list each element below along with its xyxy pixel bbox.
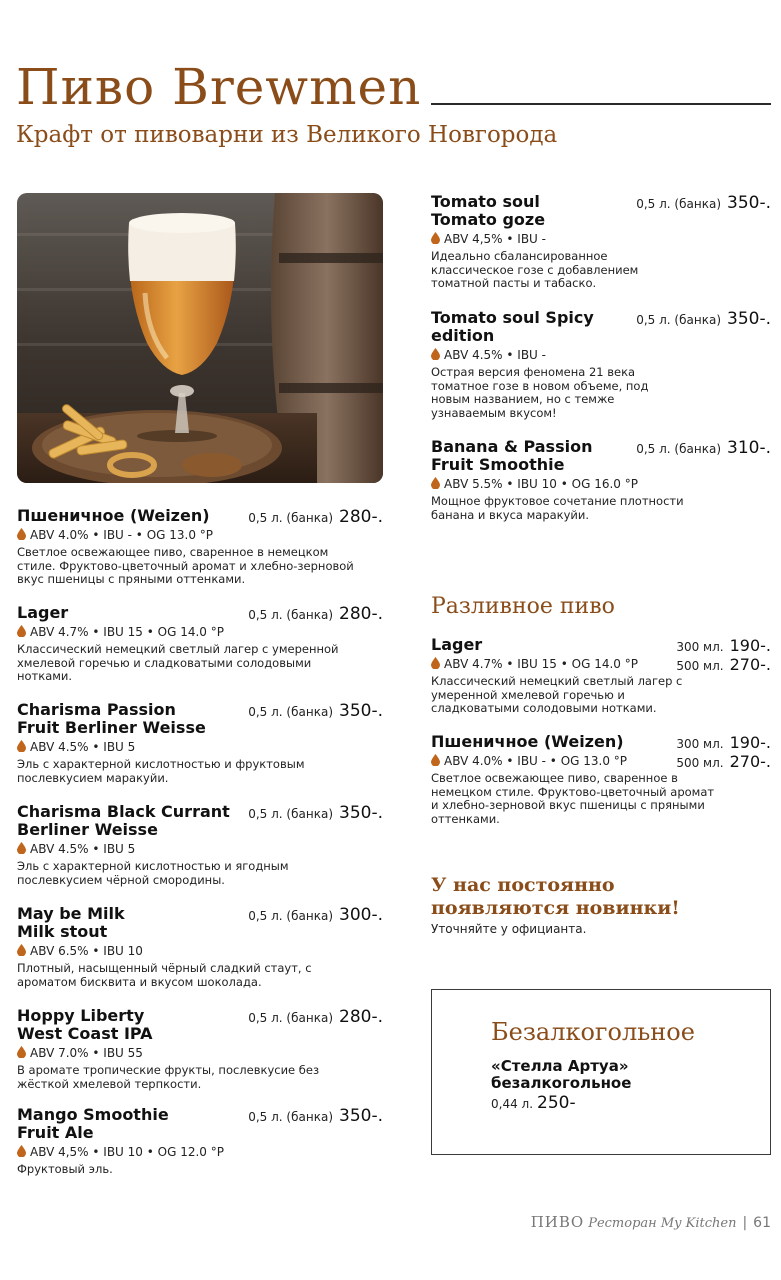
menu-item bbox=[17, 803, 383, 887]
item-description: Идеально сбалансированное классическое гозе с добавлением томатной пасты и табаско. bbox=[431, 249, 639, 290]
item-meta-text: ABV 4.0% • IBU - • OG 13.0 °P bbox=[444, 754, 628, 768]
item-meta-text: ABV 4.7% • IBU 15 • OG 14.0 °P bbox=[30, 625, 224, 639]
menu-item bbox=[431, 193, 771, 291]
item-price-line bbox=[248, 604, 383, 624]
item-meta-text: ABV 4.5% • IBU 5 bbox=[30, 842, 136, 856]
item-volume: 0,5 л. (банка) bbox=[248, 807, 333, 821]
beer-photo-illustration bbox=[17, 193, 383, 483]
item-meta bbox=[17, 527, 383, 543]
item-price: 280-. bbox=[339, 604, 383, 624]
item-price: 300-. bbox=[339, 905, 383, 925]
draft-section-title: Разливное пиво bbox=[431, 594, 615, 619]
item-description: Мощное фруктовое сочетание плотности банана и вкуса маракуйи. bbox=[431, 494, 684, 522]
item-price-line bbox=[636, 193, 771, 213]
footer-restaurant: Ресторан My Kitchen bbox=[588, 1216, 737, 1231]
item-price: 190-. bbox=[729, 636, 771, 655]
drop-icon bbox=[17, 528, 26, 540]
item-name: Banana & Passion Fruit Smoothie bbox=[431, 437, 593, 474]
item-price-line bbox=[248, 803, 383, 823]
menu-item bbox=[17, 1106, 383, 1177]
item-name: Hoppy Liberty West Coast IPA bbox=[17, 1006, 153, 1043]
drop-icon bbox=[17, 1145, 26, 1157]
menu-item bbox=[17, 507, 383, 587]
draft-item bbox=[431, 733, 771, 826]
item-description: Эль с характерной кислотностью и ягодным послевкусием чёрной смородины. bbox=[17, 859, 289, 887]
item-price-line bbox=[248, 701, 383, 721]
item-name: Mango Smoothie Fruit Ale bbox=[17, 1105, 169, 1142]
drop-icon bbox=[17, 944, 26, 956]
item-price: 270-. bbox=[729, 655, 771, 674]
item-volume: 300 мл. bbox=[676, 640, 724, 654]
item-price: 350-. bbox=[339, 803, 383, 823]
menu-item bbox=[17, 905, 383, 989]
item-volume: 0,5 л. (банка) bbox=[248, 608, 333, 622]
drop-icon bbox=[17, 625, 26, 637]
item-volume: 500 мл. bbox=[676, 659, 724, 673]
item-price-line bbox=[636, 438, 771, 458]
page-title: Пиво Brewmen bbox=[16, 58, 422, 116]
non-alcoholic-name: «Стелла Артуа» безалкогольное bbox=[491, 1057, 632, 1092]
item-description: Классический немецкий светлый лагер с умеренной хмелевой горечью и сладковатыми солодовыми нотками. bbox=[17, 642, 339, 683]
drop-icon bbox=[431, 754, 440, 766]
item-meta-text: ABV 5.5% • IBU 10 • OG 16.0 °P bbox=[444, 477, 638, 491]
item-volume: 0,5 л. (банка) bbox=[248, 1011, 333, 1025]
drop-icon bbox=[17, 1046, 26, 1058]
item-name: Пшеничное (Weizen) bbox=[17, 506, 210, 525]
item-price-line bbox=[248, 1007, 383, 1027]
item-volume: 0,44 л. bbox=[491, 1097, 534, 1111]
item-meta-text: ABV 4.5% • IBU - bbox=[444, 348, 546, 362]
item-meta-text: ABV 4.7% • IBU 15 • OG 14.0 °P bbox=[444, 657, 638, 671]
item-name: Lager bbox=[431, 635, 483, 654]
item-price-line bbox=[248, 905, 383, 925]
item-volume: 0,5 л. (банка) bbox=[248, 909, 333, 923]
item-description: Светлое освежающее пиво, сваренное в немецком стиле. Фруктово-цветочный аромат и хлебно-зерновой вкус пшеницы с пряными оттенками. bbox=[17, 545, 354, 586]
item-description: Плотный, насыщенный чёрный сладкий стаут, с ароматом бисквита и вкусом шоколада. bbox=[17, 961, 312, 989]
item-name: May be Milk Milk stout bbox=[17, 904, 125, 941]
item-price: 250- bbox=[537, 1093, 576, 1113]
non-alcoholic-title: Безалкогольное bbox=[491, 1018, 695, 1046]
item-meta bbox=[17, 1045, 383, 1061]
menu-item bbox=[431, 438, 771, 522]
item-price: 280-. bbox=[339, 507, 383, 527]
item-meta-text: ABV 4.0% • IBU - • OG 13.0 °P bbox=[30, 528, 214, 542]
menu-item bbox=[17, 701, 383, 785]
item-name: Lager bbox=[17, 603, 69, 622]
footer-section: ПИВО bbox=[530, 1213, 585, 1231]
non-alcoholic-price-line bbox=[491, 1093, 576, 1113]
menu-item bbox=[431, 309, 771, 420]
item-price-line bbox=[248, 507, 383, 527]
title-divider bbox=[431, 103, 771, 105]
item-price: 190-. bbox=[729, 733, 771, 752]
item-meta bbox=[431, 347, 771, 363]
item-meta-text: ABV 7.0% • IBU 55 bbox=[30, 1046, 143, 1060]
drop-icon bbox=[431, 477, 440, 489]
item-price: 350-. bbox=[339, 1106, 383, 1126]
draft-price-500 bbox=[676, 752, 771, 771]
promo-note: Уточняйте у официанта. bbox=[431, 922, 587, 936]
item-name: Tomato soul Tomato goze bbox=[431, 192, 546, 229]
item-meta-text: ABV 4.5% • IBU 5 bbox=[30, 740, 136, 754]
item-price-line bbox=[636, 309, 771, 329]
item-meta bbox=[17, 1144, 383, 1160]
item-volume: 0,5 л. (банка) bbox=[636, 197, 721, 211]
item-volume: 0,5 л. (банка) bbox=[248, 1110, 333, 1124]
page-number: 61 bbox=[753, 1215, 771, 1231]
item-price: 350-. bbox=[727, 193, 771, 213]
item-meta-text: ABV 4,5% • IBU - bbox=[444, 232, 546, 246]
item-price: 280-. bbox=[339, 1007, 383, 1027]
item-volume: 500 мл. bbox=[676, 756, 724, 770]
item-meta bbox=[431, 476, 771, 492]
item-meta-text: ABV 4,5% • IBU 10 • OG 12.0 °P bbox=[30, 1145, 224, 1159]
drop-icon bbox=[431, 348, 440, 360]
beer-glass-photo bbox=[17, 193, 383, 483]
item-price: 270-. bbox=[729, 752, 771, 771]
item-name: Charisma Black Currant Berliner Weisse bbox=[17, 802, 230, 839]
item-name: Charisma Passion Fruit Berliner Weisse bbox=[17, 700, 206, 737]
item-meta bbox=[431, 231, 771, 247]
draft-price-500 bbox=[676, 655, 771, 674]
item-volume: 0,5 л. (банка) bbox=[248, 705, 333, 719]
draft-price-300 bbox=[676, 636, 771, 655]
item-description: Классический немецкий светлый лагер с умеренной хмелевой горечью и сладковатыми солодовыми нотками. bbox=[431, 674, 683, 715]
item-meta bbox=[17, 739, 383, 755]
item-description: Острая версия феномена 21 века томатное гозе в новом объеме, под новым названием, но с темже узнаваемым вкусом! bbox=[431, 365, 649, 420]
item-meta bbox=[17, 943, 383, 959]
drop-icon bbox=[431, 657, 440, 669]
promo-text: У нас постоянно появляются новинки! bbox=[431, 874, 680, 919]
item-price-line bbox=[248, 1106, 383, 1126]
item-description: Фруктовый эль. bbox=[17, 1162, 113, 1176]
item-price: 350-. bbox=[339, 701, 383, 721]
item-volume: 0,5 л. (банка) bbox=[636, 313, 721, 327]
item-volume: 0,5 л. (банка) bbox=[636, 442, 721, 456]
menu-item bbox=[17, 1007, 383, 1091]
item-volume: 0,5 л. (банка) bbox=[248, 511, 333, 525]
item-description: Эль с характерной кислотностью и фруктовым послевкусием маракуйи. bbox=[17, 757, 305, 785]
item-price: 350-. bbox=[727, 309, 771, 329]
item-price: 310-. bbox=[727, 438, 771, 458]
item-name: Tomato soul Spicy edition bbox=[431, 308, 594, 345]
item-meta-text: ABV 6.5% • IBU 10 bbox=[30, 944, 143, 958]
draft-price-300 bbox=[676, 733, 771, 752]
draft-item bbox=[431, 636, 771, 716]
non-alcoholic-box bbox=[431, 989, 771, 1155]
drop-icon bbox=[17, 740, 26, 752]
page-footer bbox=[531, 1213, 771, 1231]
drop-icon bbox=[17, 842, 26, 854]
item-description: Светлое освежающее пиво, сваренное в немецком стиле. Фруктово-цветочный аромат и хлебно-зерновой вкус пшеницы с пряными оттенками. bbox=[431, 771, 715, 826]
item-name: Пшеничное (Weizen) bbox=[431, 732, 624, 751]
item-meta bbox=[17, 624, 383, 640]
item-description: В аромате тропические фрукты, послевкусие без жёсткой хмелевой терпкости. bbox=[17, 1063, 320, 1091]
item-volume: 300 мл. bbox=[676, 737, 724, 751]
page-subtitle: Крафт от пивоварни из Великого Новгорода bbox=[16, 122, 558, 148]
menu-item bbox=[17, 604, 383, 684]
item-meta bbox=[17, 841, 383, 857]
drop-icon bbox=[431, 232, 440, 244]
footer-separator: | bbox=[742, 1215, 748, 1231]
